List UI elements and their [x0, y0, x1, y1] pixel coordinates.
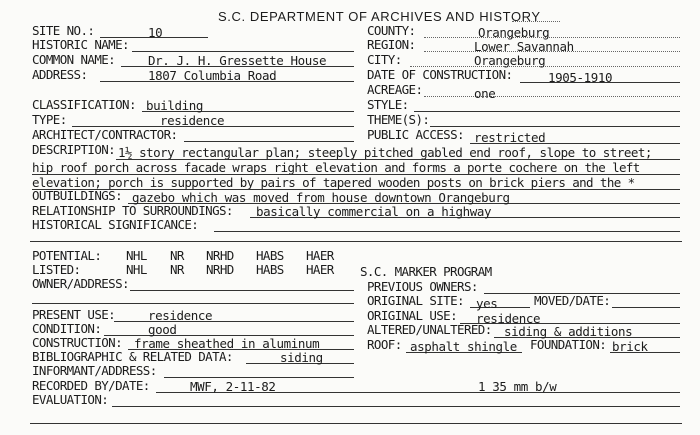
- owner-address-line-2: [32, 303, 354, 304]
- acreage-label: ACREAGE:: [367, 82, 423, 97]
- historic-name-line: [132, 51, 354, 52]
- common-name-value: Dr. J. H. Gressette House: [148, 53, 327, 68]
- potential-label: POTENTIAL:: [32, 248, 102, 263]
- county-label: COUNTY:: [367, 23, 416, 38]
- original-use-label: ORIGINAL USE:: [367, 308, 458, 323]
- foundation-value: brick: [612, 339, 648, 354]
- themes-line: [430, 126, 680, 127]
- relationship-label: RELATIONSHIP TO SURROUNDINGS:: [32, 203, 233, 218]
- owner-address-line: [130, 290, 354, 291]
- condition-label: CONDITION:: [32, 321, 102, 336]
- section-rule-2: [30, 423, 682, 424]
- potential-nr: NR: [170, 248, 184, 263]
- listed-habs: HABS: [256, 262, 284, 277]
- foundation-label: FOUNDATION:: [530, 337, 607, 352]
- common-name-label: COMMON NAME:: [32, 52, 116, 67]
- original-site-label: ORIGINAL SITE:: [367, 293, 464, 308]
- listed-nhl: NHL: [126, 262, 147, 277]
- condition-value: good: [148, 322, 177, 337]
- city-value: Orangeburg: [474, 53, 546, 68]
- bibliographic-value: siding: [280, 350, 323, 365]
- county-line: [424, 37, 680, 38]
- region-label: REGION:: [367, 37, 416, 52]
- site-no-label: SITE NO.:: [32, 23, 95, 38]
- description-label: DESCRIPTION:: [32, 142, 116, 157]
- significance-label: HISTORICAL SIGNIFICANCE:: [32, 217, 199, 232]
- potential-haer: HAER: [306, 248, 334, 263]
- construction-value: frame sheathed in aluminum: [134, 336, 320, 351]
- outbuildings-value: gazebo which was moved from house downtown Orangeburg: [132, 190, 510, 205]
- description-line-1: 1½ story rectangular plan; steeply pitched gabled end roof, slope to street;: [118, 145, 652, 160]
- original-use-value: residence: [476, 311, 541, 326]
- site-no-value: 10: [148, 25, 163, 40]
- previous-owners-label: PREVIOUS OWNERS:: [367, 279, 478, 294]
- marker-program-label: S.C. MARKER PROGRAM: [360, 264, 492, 279]
- acreage-line: [424, 96, 680, 97]
- architect-label: ARCHITECT/CONTRACTOR:: [32, 127, 178, 142]
- listed-nr: NR: [170, 262, 184, 277]
- address-label: ADDRESS:: [32, 67, 88, 82]
- date-construction-label: DATE OF CONSTRUCTION:: [367, 67, 513, 82]
- description-line-3: elevation; porch is supported by pairs of tapered wooden posts on brick piers and the *: [32, 175, 635, 190]
- classification-label: CLASSIFICATION:: [32, 97, 136, 112]
- evaluation-label: EVALUATION:: [32, 392, 109, 407]
- moved-date-label: MOVED/DATE:: [534, 293, 611, 308]
- architect-line: [184, 141, 354, 142]
- bibliographic-label: BIBLIOGRAPHIC & RELATED DATA:: [32, 349, 233, 364]
- photo-value: 1 35 mm b/w: [478, 379, 557, 394]
- roof-label: ROOF:: [367, 337, 402, 352]
- section-rule-1: [30, 241, 682, 242]
- listed-nrhd: NRHD: [206, 262, 234, 277]
- informant-label: INFORMANT/ADDRESS:: [32, 363, 157, 378]
- relationship-value: basically commercial on a highway: [256, 204, 492, 219]
- type-label: TYPE:: [32, 112, 67, 127]
- present-use-label: PRESENT USE:: [32, 307, 116, 322]
- significance-line: [214, 231, 680, 232]
- public-access-label: PUBLIC ACCESS:: [367, 127, 464, 142]
- historic-name-label: HISTORIC NAME:: [32, 37, 129, 52]
- recorded-value: MWF, 2-11-82: [190, 379, 276, 394]
- public-access-value: restricted: [474, 130, 546, 145]
- altered-value: siding & additions: [504, 324, 633, 339]
- type-value: residence: [160, 113, 225, 128]
- listed-haer: HAER: [306, 262, 334, 277]
- original-site-value: yes: [476, 296, 498, 311]
- informant-line: [164, 377, 354, 378]
- recorded-label: RECORDED BY/DATE:: [32, 378, 150, 393]
- classification-value: building: [146, 98, 204, 113]
- region-value: Lower Savannah: [474, 39, 574, 54]
- construction-label: CONSTRUCTION:: [32, 335, 123, 350]
- themes-label: THEME(S):: [367, 112, 430, 127]
- city-label: CITY:: [367, 52, 402, 67]
- style-line: [414, 111, 680, 112]
- header-dots: [512, 21, 560, 22]
- county-value: Orangeburg: [478, 25, 550, 40]
- acreage-value: one: [474, 86, 496, 101]
- address-value: 1807 Columbia Road: [148, 68, 277, 83]
- roof-value: asphalt shingle: [410, 339, 517, 354]
- date-construction-value: 1905-1910: [548, 70, 613, 85]
- present-use-value: residence: [148, 308, 213, 323]
- owner-address-label: OWNER/ADDRESS:: [32, 276, 129, 291]
- altered-label: ALTERED/UNALTERED:: [367, 322, 492, 337]
- potential-habs: HABS: [256, 248, 284, 263]
- style-label: STYLE:: [367, 97, 409, 112]
- description-line-2: hip roof porch across facade wraps right elevation and forms a porte cochere on the left: [32, 160, 640, 175]
- listed-label: LISTED:: [32, 262, 81, 277]
- outbuildings-label: OUTBUILDINGS:: [32, 188, 123, 203]
- card-title: S.C. DEPARTMENT OF ARCHIVES AND HISTORY: [218, 9, 541, 24]
- moved-date-line: [612, 307, 680, 308]
- evaluation-line: [112, 406, 680, 407]
- potential-nhl: NHL: [126, 248, 147, 263]
- potential-nrhd: NRHD: [206, 248, 234, 263]
